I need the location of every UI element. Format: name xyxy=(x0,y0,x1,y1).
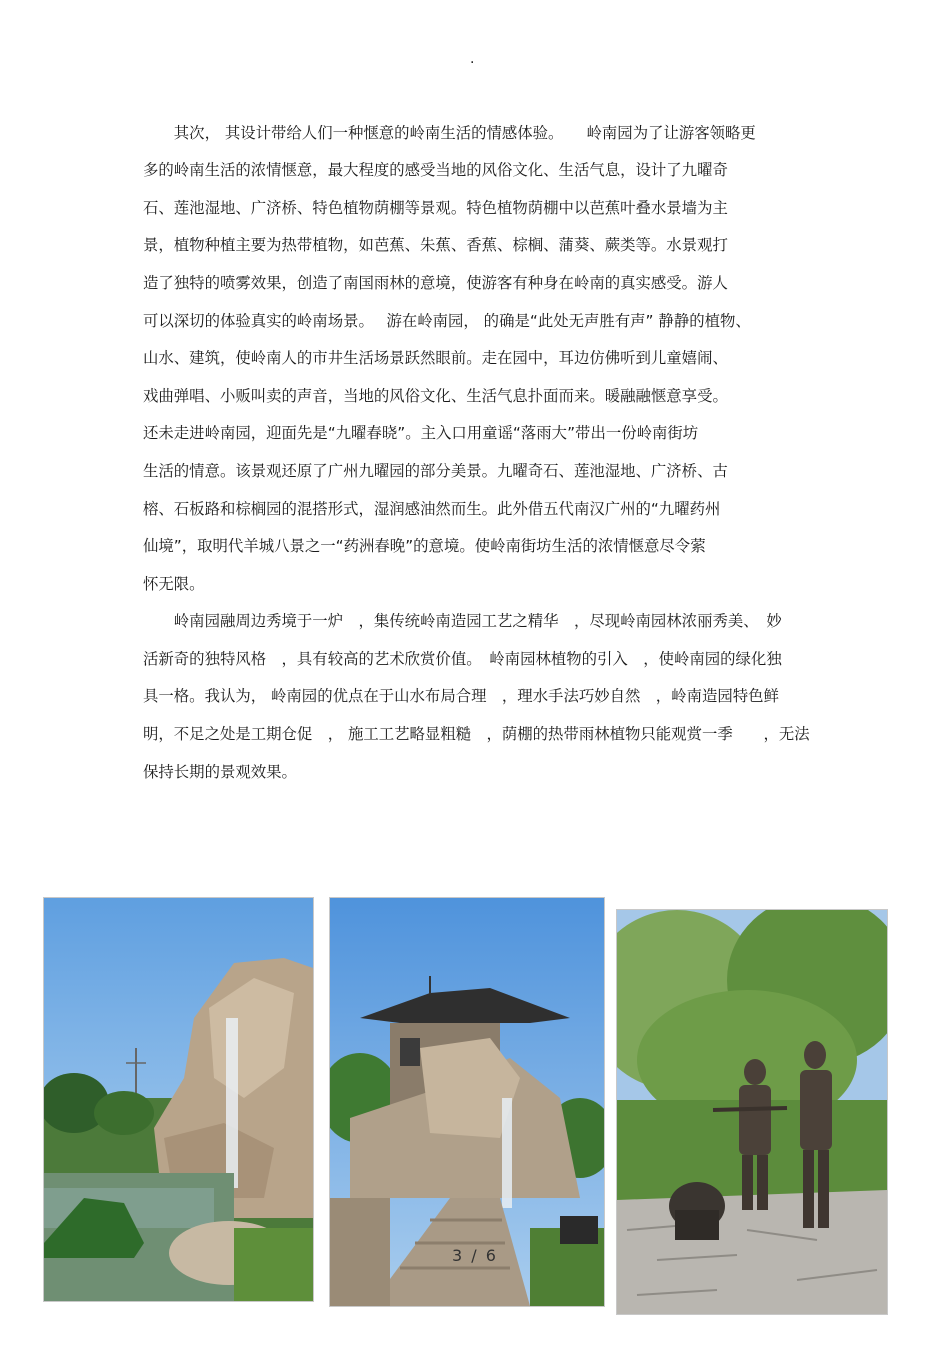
text-line-2: 多的岭南生活的浓情惬意，最大程度的感受当地的风俗文化、生活气息，设计了九曜奇 xyxy=(143,161,728,179)
text-line-13: 怀无限。 xyxy=(143,575,205,593)
text-line-9: 还未走进岭南园，迎面先是“九曜春晓”。主入口用童谣“落雨大”带出一份岭南街坊 xyxy=(143,424,699,442)
text-line-5: 造了独特的喷雾效果，创造了南国雨林的意境，使游客有种身在岭南的真实感受。游人 xyxy=(143,274,728,292)
text-line-10: 生活的情意。该景观还原了广州九曜园的部分美景。九曜奇石、莲池湿地、广济桥、古 xyxy=(143,462,728,480)
text-line-3: 石、莲池湿地、广济桥、特色植物荫棚等景观。特色植物荫棚中以芭蕉叶叠水景墙为主 xyxy=(143,199,728,217)
text-line-17: 明，不足之处是工期仓促 ， 施工工艺略显粗糙 ，荫棚的热带雨林植物只能观赏一季 ，无法 xyxy=(143,725,810,743)
text-line-11: 榕、石板路和棕榈园的混搭形式，湿润感油然而生。此外借五代南汉广州的“九曜药州 xyxy=(143,500,721,518)
text-line-18: 保持长期的景观效果。 xyxy=(143,763,297,781)
text-line-12: 仙境”，取明代羊城八景之一“药洲春晚”的意境。使岭南街坊生活的浓情惬意尽令萦 xyxy=(143,537,706,555)
page-number: 3 / 6 xyxy=(452,1246,498,1265)
text-line-15: 活新奇的独特风格 ，具有较高的艺术欣赏价值。 岭南园林植物的引入 ，使岭南园的绿化独 xyxy=(143,650,782,668)
text-line-14: 岭南园融周边秀境于一炉 ，集传统岭南造园工艺之精华 ，尽现岭南园林浓丽秀美、 妙 xyxy=(143,612,782,630)
text-line-16: 具一格。我认为， 岭南园的优点在于山水布局合理 ，理水手法巧妙自然 ，岭南造园特色鲜 xyxy=(143,687,779,705)
text-line-8: 戏曲弹唱、小贩叫卖的声音，当地的风俗文化、生活气息扑面而来。暖融融惬意享受。 xyxy=(143,387,728,405)
header-mark: . xyxy=(470,51,475,67)
photo-rockery-waterfall xyxy=(43,897,314,1302)
text-line-6: 可以深切的体验真实的岭南场景。 游在岭南园， 的确是“此处无声胜有声” 静静的植物、 xyxy=(143,312,751,330)
text-line-4: 景，植物种植主要为热带植物，如芭蕉、朱蕉、香蕉、棕榈、蒲葵、蕨类等。水景观打 xyxy=(143,236,728,254)
photo-bronze-statues xyxy=(616,909,888,1315)
text-line-1: 其次， 其设计带给人们一种惬意的岭南生活的情感体验。 岭南园为了让游客领略更 xyxy=(143,124,756,142)
text-line-7: 山水、建筑，使岭南人的市井生活场景跃然眼前。走在园中，耳边仿佛听到儿童嬉闹、 xyxy=(143,349,728,367)
